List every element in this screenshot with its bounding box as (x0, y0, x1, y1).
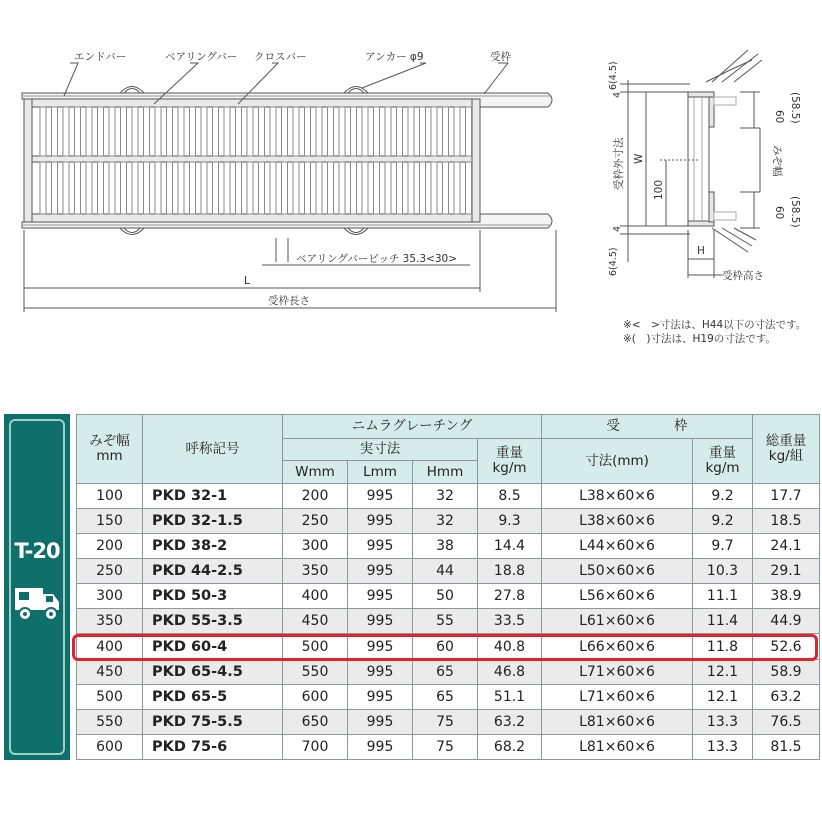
l-cell: 995 (348, 584, 413, 609)
cross-bar (431, 107, 437, 156)
cross-bar (201, 162, 207, 214)
cross-bar (408, 107, 414, 156)
spec-table-body (77, 484, 820, 760)
frame-dims-cell: L71×60×6 (542, 684, 693, 709)
w-cell: 600 (283, 684, 348, 709)
cross-bar (351, 162, 357, 214)
width-w-label: W (633, 153, 645, 164)
table-row (77, 634, 820, 659)
h-cell: 32 (413, 484, 478, 509)
cross-bar (270, 162, 276, 214)
dim-6-45-bottom: 6(4.5) (608, 247, 619, 276)
cross-bar (316, 107, 322, 156)
frame-weight-cell: 11.8 (693, 634, 753, 659)
w-cell: 350 (283, 559, 348, 584)
groove-width-cell: 550 (77, 709, 143, 734)
model-cell: PKD 44-2.5 (143, 559, 283, 584)
cross-bar (86, 107, 92, 156)
h-cell: 75 (413, 709, 478, 734)
cross-bar (374, 162, 380, 214)
cross-bar (167, 162, 173, 214)
weight-cell: 18.8 (478, 559, 542, 584)
h-cell: 65 (413, 659, 478, 684)
frame-dims-cell: L81×60×6 (542, 709, 693, 734)
cross-bar (109, 162, 115, 214)
w-cell: 300 (283, 534, 348, 559)
cross-bar (362, 162, 368, 214)
total-weight-cell: 81.5 (753, 734, 820, 759)
cross-bar (466, 162, 472, 214)
w-cell: 250 (283, 509, 348, 534)
groove-width-cell: 600 (77, 734, 143, 759)
frame-dims-cell: L71×60×6 (542, 659, 693, 684)
w-cell: 700 (283, 734, 348, 759)
l-cell: 995 (348, 534, 413, 559)
end-bar-label: エンドバー (74, 51, 127, 63)
l-cell: 995 (348, 559, 413, 584)
frame-weight-cell: 9.2 (693, 484, 753, 509)
length-l-label: L (244, 275, 250, 287)
cross-bar (132, 107, 138, 156)
cross-bar (362, 107, 368, 156)
note-h44: ※< >寸法は、H44以下の寸法です。 (623, 319, 807, 331)
cross-bar (236, 162, 242, 214)
header-l: Lmm (348, 461, 413, 484)
bearing-bar-label: ベアリングバー (165, 51, 238, 63)
header-groove-width: みぞ幅 mm (77, 415, 143, 484)
cross-bar (236, 107, 242, 156)
groove-width-cell: 450 (77, 659, 143, 684)
dim-585-top: (58.5) (789, 92, 801, 124)
cross-bar (63, 162, 69, 214)
h-cell: 60 (413, 634, 478, 659)
cross-bar (155, 107, 161, 156)
w-cell: 500 (283, 634, 348, 659)
cross-bar (293, 107, 299, 156)
frame-dims-cell: L66×60×6 (542, 634, 693, 659)
frame-weight-cell: 12.1 (693, 659, 753, 684)
cross-bar (247, 107, 253, 156)
h-cell: 65 (413, 684, 478, 709)
cross-bar (247, 162, 253, 214)
cross-bar (98, 107, 104, 156)
cross-bar (40, 162, 46, 214)
dim-60-top: 60 (773, 110, 785, 124)
model-cell: PKD 65-4.5 (143, 659, 283, 684)
cross-bar (75, 162, 81, 214)
w-cell: 650 (283, 709, 348, 734)
table-row (77, 534, 820, 559)
header-frame-weight: 重量 kg/m (693, 439, 753, 484)
frame-weight-cell: 13.3 (693, 734, 753, 759)
table-row (77, 559, 820, 584)
drawing-notes (623, 318, 806, 346)
h-cell: 55 (413, 609, 478, 634)
frame-dims-cell: L50×60×6 (542, 559, 693, 584)
cross-bar (293, 162, 299, 214)
header-actual-dims: 実寸法 (283, 439, 478, 461)
table-row (77, 734, 820, 759)
cross-bar (178, 162, 184, 214)
frame-dims-cell: L81×60×6 (542, 734, 693, 759)
w-cell: 450 (283, 609, 348, 634)
dim-60-bottom: 60 (773, 206, 785, 220)
note-h19: ※( )寸法は、H19の寸法です。 (623, 333, 776, 345)
dim-585-bottom: (58.5) (789, 196, 801, 228)
cross-bar (121, 162, 127, 214)
cross-bar (213, 107, 219, 156)
cross-bar (144, 162, 150, 214)
cross-bar (305, 162, 311, 214)
cross-bar (443, 107, 449, 156)
h-cell: 50 (413, 584, 478, 609)
l-cell: 995 (348, 509, 413, 534)
plan-view (22, 63, 556, 312)
cross-bar (282, 162, 288, 214)
cross-bar (454, 107, 460, 156)
cross-bar (397, 107, 403, 156)
l-cell: 995 (348, 484, 413, 509)
weight-cell: 8.5 (478, 484, 542, 509)
weight-cell: 51.1 (478, 684, 542, 709)
frame-weight-cell: 10.3 (693, 559, 753, 584)
cross-bar (63, 107, 69, 156)
cross-bar (408, 162, 414, 214)
dim-6-45-top: 6(4.5) (608, 61, 619, 90)
header-h: Hmm (413, 461, 478, 484)
cross-bar (431, 162, 437, 214)
header-weight: 重量 kg/m (478, 439, 542, 484)
frame-length-label: 受枠長さ (268, 295, 310, 307)
cross-bar (109, 107, 115, 156)
weight-cell: 27.8 (478, 584, 542, 609)
cross-bar (132, 162, 138, 214)
frame-dims-cell: L56×60×6 (542, 584, 693, 609)
w-cell: 550 (283, 659, 348, 684)
cross-bar (420, 107, 426, 156)
total-weight-cell: 44.9 (753, 609, 820, 634)
cross-bar (351, 107, 357, 156)
groove-width-cell: 500 (77, 684, 143, 709)
cross-bar (167, 107, 173, 156)
frame-dims-cell: L44×60×6 (542, 534, 693, 559)
cross-bar (52, 107, 58, 156)
spec-table (76, 414, 820, 760)
groove-width-cell: 350 (77, 609, 143, 634)
groove-width-cell: 300 (77, 584, 143, 609)
total-weight-cell: 29.1 (753, 559, 820, 584)
total-weight-cell: 17.7 (753, 484, 820, 509)
model-cell: PKD 65-5 (143, 684, 283, 709)
table-row (77, 709, 820, 734)
table-row (77, 684, 820, 709)
header-frame-dims: 寸法(mm) (542, 439, 693, 484)
anchor-label: アンカー φ9 (365, 51, 424, 63)
l-cell: 995 (348, 709, 413, 734)
w-cell: 200 (283, 484, 348, 509)
model-cell: PKD 32-1 (143, 484, 283, 509)
model-cell: PKD 32-1.5 (143, 509, 283, 534)
weight-cell: 9.3 (478, 509, 542, 534)
table-row (77, 484, 820, 509)
frame-weight-cell: 9.7 (693, 534, 753, 559)
bearing-pitch-label: ベアリングバーピッチ 35.3<30> (296, 253, 457, 265)
l-cell: 995 (348, 734, 413, 759)
cross-bar (178, 107, 184, 156)
truck-icon (13, 584, 61, 624)
model-cell: PKD 38-2 (143, 534, 283, 559)
l-cell: 995 (348, 634, 413, 659)
weight-cell: 63.2 (478, 709, 542, 734)
w-cell: 400 (283, 584, 348, 609)
total-weight-cell: 52.6 (753, 634, 820, 659)
dim-4-bottom: 4 (612, 225, 623, 232)
cross-bar (282, 107, 288, 156)
model-cell: PKD 60-4 (143, 634, 283, 659)
cross-bar (385, 162, 391, 214)
cross-bar (420, 162, 426, 214)
cross-bar (201, 107, 207, 156)
total-weight-cell: 63.2 (753, 684, 820, 709)
table-row (77, 509, 820, 534)
weight-cell: 40.8 (478, 634, 542, 659)
frame-height-label: 受枠高さ (722, 270, 764, 282)
dim-100-label: 100 (653, 179, 665, 200)
model-cell: PKD 50-3 (143, 584, 283, 609)
l-cell: 995 (348, 684, 413, 709)
total-weight-cell: 38.9 (753, 584, 820, 609)
cross-bar (98, 162, 104, 214)
groove-width-cell: 250 (77, 559, 143, 584)
header-total-weight: 総重量 kg/組 (753, 415, 820, 484)
cross-bar (190, 107, 196, 156)
model-cell: PKD 55-3.5 (143, 609, 283, 634)
load-class-label: T-20 (14, 539, 60, 563)
cross-bar (328, 107, 334, 156)
cross-bar (121, 107, 127, 156)
cross-bar (52, 162, 58, 214)
height-h-label: H (697, 245, 705, 257)
weight-cell: 46.8 (478, 659, 542, 684)
cross-bar (443, 162, 449, 214)
cross-bar (40, 107, 46, 156)
frame-dims-cell: L61×60×6 (542, 609, 693, 634)
groove-width-cell: 400 (77, 634, 143, 659)
load-class-sidebar (4, 414, 70, 760)
total-weight-cell: 76.5 (753, 709, 820, 734)
frame-weight-cell: 11.4 (693, 609, 753, 634)
weight-cell: 68.2 (478, 734, 542, 759)
cross-bar (385, 107, 391, 156)
frame-weight-cell: 11.1 (693, 584, 753, 609)
weight-cell: 14.4 (478, 534, 542, 559)
cross-bar (190, 162, 196, 214)
table-row (77, 609, 820, 634)
groove-width-label: みぞ幅 (771, 145, 783, 177)
cross-bar (213, 162, 219, 214)
frame-label: 受枠 (490, 51, 511, 63)
cross-bar (454, 162, 460, 214)
table-row (77, 584, 820, 609)
header-grating-group: ニムラグレーチング (283, 415, 542, 439)
h-cell: 32 (413, 509, 478, 534)
cross-bar (259, 162, 265, 214)
cross-bar (144, 107, 150, 156)
h-cell: 44 (413, 559, 478, 584)
total-weight-cell: 24.1 (753, 534, 820, 559)
cross-bar (339, 107, 345, 156)
cross-bar (397, 162, 403, 214)
cross-bar (339, 162, 345, 214)
groove-width-cell: 200 (77, 534, 143, 559)
total-weight-cell: 58.9 (753, 659, 820, 684)
cross-bar (305, 107, 311, 156)
h-cell: 75 (413, 734, 478, 759)
cross-bar (75, 107, 81, 156)
groove-width-cell: 100 (77, 484, 143, 509)
cross-bar (316, 162, 322, 214)
frame-dims-cell: L38×60×6 (542, 509, 693, 534)
frame-weight-cell: 12.1 (693, 684, 753, 709)
frame-dims-cell: L38×60×6 (542, 484, 693, 509)
model-cell: PKD 75-6 (143, 734, 283, 759)
frame-weight-cell: 9.2 (693, 509, 753, 534)
cross-bar (466, 107, 472, 156)
frame-outer-label: 受枠外寸法 (613, 137, 625, 190)
header-model: 呼称記号 (143, 415, 283, 484)
cross-bar (270, 107, 276, 156)
table-row (77, 659, 820, 684)
l-cell: 995 (348, 659, 413, 684)
cross-bar (259, 107, 265, 156)
cross-bar (86, 162, 92, 214)
cross-bar-label: クロスバー (254, 51, 307, 63)
cross-bar (224, 107, 230, 156)
total-weight-cell: 18.5 (753, 509, 820, 534)
header-frame-group: 受 枠 (542, 415, 753, 439)
frame-weight-cell: 13.3 (693, 709, 753, 734)
header-w: Wmm (283, 461, 348, 484)
cross-bar (155, 162, 161, 214)
cross-bar (328, 162, 334, 214)
cross-bar (374, 107, 380, 156)
weight-cell: 33.5 (478, 609, 542, 634)
cross-bar (224, 162, 230, 214)
h-cell: 38 (413, 534, 478, 559)
l-cell: 995 (348, 609, 413, 634)
dim-4-top: 4 (612, 91, 623, 98)
model-cell: PKD 75-5.5 (143, 709, 283, 734)
groove-width-cell: 150 (77, 509, 143, 534)
